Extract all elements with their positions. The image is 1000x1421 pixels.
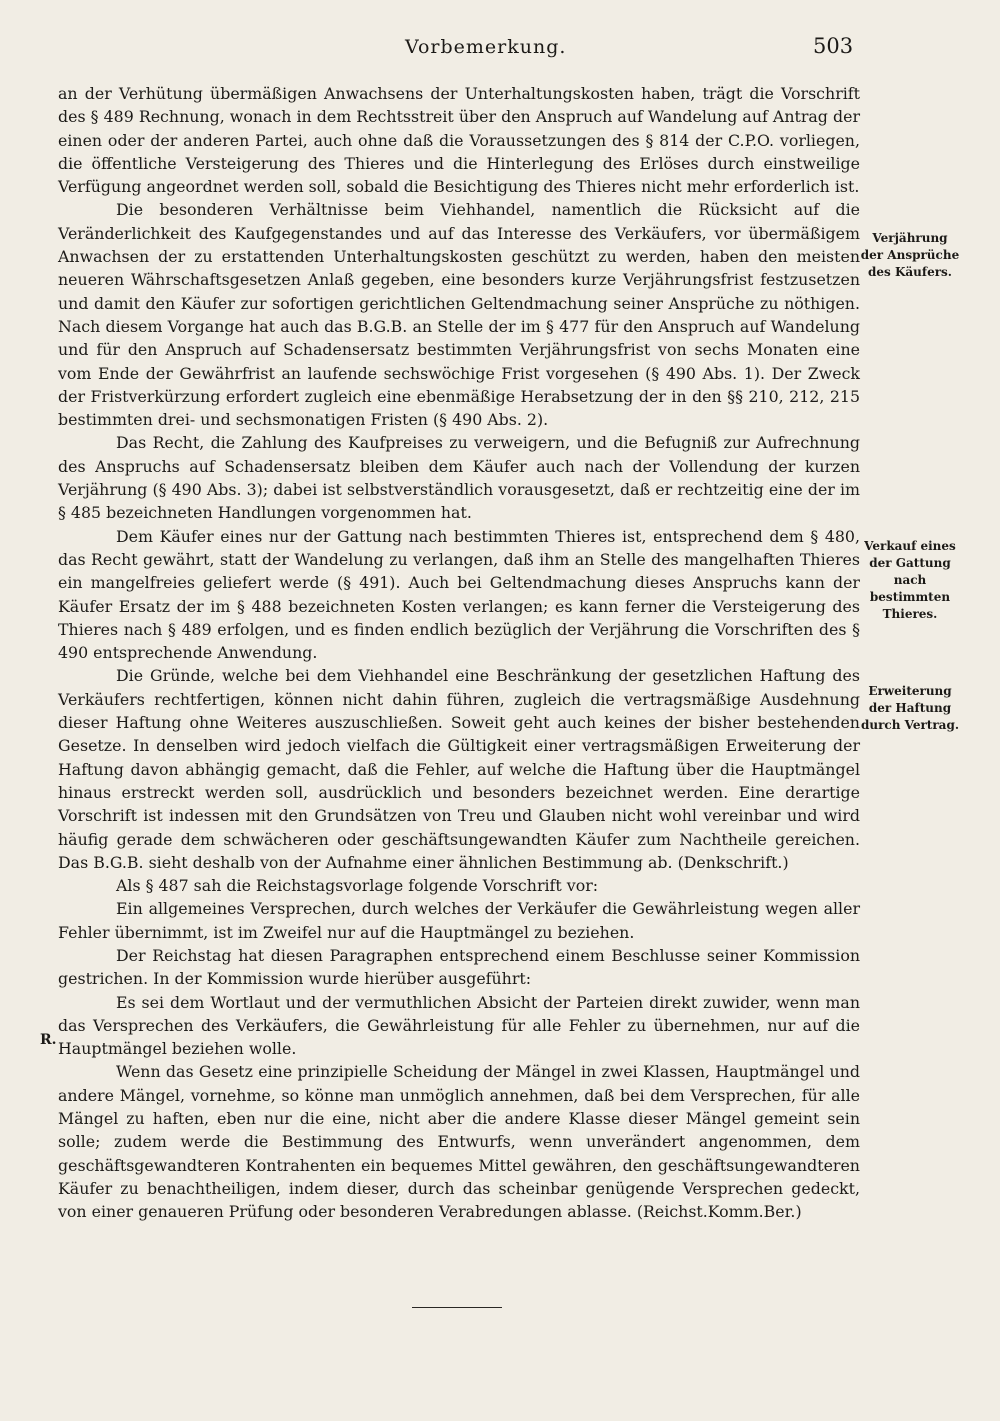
paragraph: Die Gründe, welche bei dem Viehhandel eine Beschränkung der gesetzlichen Haftung des Verkäufers rechtfertigen, können nicht dahin führen, zugleich die vertragsmäßige Ausdehnung dieser Haftung ohne Weiteres auszuschließen. Soweit geht auch keines der bisher bestehenden Gesetze. In denselben wird jedoch vielfach die Gültigkeit einer vertragsmäßigen Erweiterung der Haftung davon abhängig gemacht, daß die Fehler, auf welche die Haftung über die Hauptmängel hinaus erstreckt werden soll, ausdrücklich und besonders bezeichnet werden. Eine derartige Vorschrift ist indessen mit den Grundsätzen von Treu und Glauben nicht wohl vereinbar und wird häufig gerade dem schwächeren oder geschäftsungewandten Käufer zum Nachtheile gereichen. Das B.G.B. sieht deshalb von der Aufnahme einer ähnlichen Bestimmung ab. (Denkschrift.) [58, 666, 860, 872]
main-text [58, 82, 860, 1224]
margin-note-erweiterung: Erweiterung der Haftung durch Vertrag. [860, 684, 960, 732]
quoted-provision: Ein allgemeines Versprechen, durch welches der Verkäufer die Gewährleistung wegen aller Fehler übernimmt, ist im Zweifel nur auf die Hauptmängel zu beziehen. [58, 899, 860, 942]
siglum: R. [40, 1032, 57, 1048]
paragraph: an der Verhütung übermäßigen Anwachsens der Unterhaltungskosten haben, trägt die Vorschrift des § 489 Rechnung, wonach in dem Rechtsstreit über den Anspruch auf Wandelung auf Antrag der einen oder der anderen Partei, auch ohne daß die Voraussetzungen des § 814 der C.P.O. vorliegen, die öffentliche Versteigerung des Thieres und die Hinterlegung des Erlöses durch einstweilige Verfügung angeordnet werden soll, sobald die Besichtigung des Thieres nicht mehr erforderlich ist. [58, 84, 860, 197]
commission-report: Es sei dem Wortlaut und der vermuthlichen Absicht der Parteien direkt zuwider, wenn man das Versprechen des Verkäufers, die Gewährleistung für alle Fehler zu übernehmen, nur auf die Hauptmängel beziehen wolle. [58, 992, 860, 1059]
margin-note-verjaehrung: Verjährung der Ansprüche des Käufers. [860, 231, 960, 279]
running-head: Vorbemerkung. [405, 36, 567, 58]
paragraph: Die besonderen Verhältnisse beim Viehhandel, namentlich die Rücksicht auf die Veränderlichkeit des Kaufgegenstandes und auf das Interesse des Verkäufers, vor übermäßigem Anwachsen der zu erstattenden Unterhaltungskosten geschützt zu werden, haben den meisten neueren Währschaftsgesetzen Anlaß gegeben, eine besonders kurze Verjährungsfrist festzusetzen und damit den Käufer zur sofortigen gerichtlichen Geltendmachung seiner Ansprüche zu nöthigen. Nach diesem Vorgange hat auch das B.G.B. an Stelle der im § 477 für den Anspruch auf Wandelung und für den Anspruch auf Schadensersatz bestimmten Verjährungsfrist von sechs Monaten eine vom Ende der Gewährfrist an laufende sechswöchige Frist vorgesehen (§ 490 Abs. 1). Der Zweck der Fristverkürzung erfordert zugleich eine ebenmäßige Herabsetzung der in den §§ 210, 212, 215 bestimmten drei- und sechsmonatigen Fristen (§ 490 Abs. 2). [58, 200, 860, 430]
paragraph: Das Recht, die Zahlung des Kaufpreises zu verweigern, und die Befugniß zur Aufrechnung des Anspruchs auf Schadensersatz bleiben dem Käufer auch nach der Vollendung der kurzen Verjährung (§ 490 Abs. 3); dabei ist selbstverständlich vorausgesetzt, daß er rechtzeitig eine der im § 485 bezeichneten Handlungen vorgenommen hat. [58, 433, 860, 523]
end-rule [412, 1307, 502, 1308]
paragraph: Als § 487 sah die Reichstagsvorlage folgende Vorschrift vor: [116, 876, 599, 896]
paragraph: Dem Käufer eines nur der Gattung nach bestimmten Thieres ist, entsprechend dem § 480, das Recht gewährt, statt der Wandelung zu verlangen, daß ihm an Stelle des mangelhaften Thieres ein mangelfreies geliefert werde (§ 491). Auch bei Geltendmachung dieses Anspruchs kann der Käufer Ersatz der im § 488 bezeichneten Kosten verlangen; es kann ferner die Versteigerung des Thieres nach § 489 erfolgen, und es finden endlich bezüglich der Verjährung die Vorschriften des § 490 entsprechende Anwendung. [58, 526, 860, 663]
commission-report: Wenn das Gesetz eine prinzipielle Scheidung der Mängel in zwei Klassen, Hauptmängel und andere Mängel, vornehme, so könne man unmöglich annehmen, daß bei dem Versprechen, für alle Mängel zu haften, eben nur die eine, nicht aber die andere Klasse dieser Mängel gemeint sein solle; zudem werde die Bestimmung des Entwurfs, wenn unverändert angenommen, dem geschäftsgewandteren Kontrahenten ein bequemes Mittel gewähren, den geschäftsungewandteren Käufer zu benachtheiligen, indem dieser, durch das scheinbar genügende Versprechen gedeckt, von einer genaueren Prüfung oder besonderen Verabredungen ablasse. (Reichst.Komm.Ber.) [58, 1062, 860, 1222]
page-header [55, 36, 855, 58]
margin-note-gattung: Verkauf eines der Gattung nach bestimmten Thieres. [864, 539, 956, 621]
paragraph: Der Reichstag hat diesen Paragraphen entsprechend einem Beschlusse seiner Kommission gestrichen. In der Kommission wurde hierüber ausgeführt: [58, 945, 860, 989]
page-number: 503 [813, 34, 854, 58]
